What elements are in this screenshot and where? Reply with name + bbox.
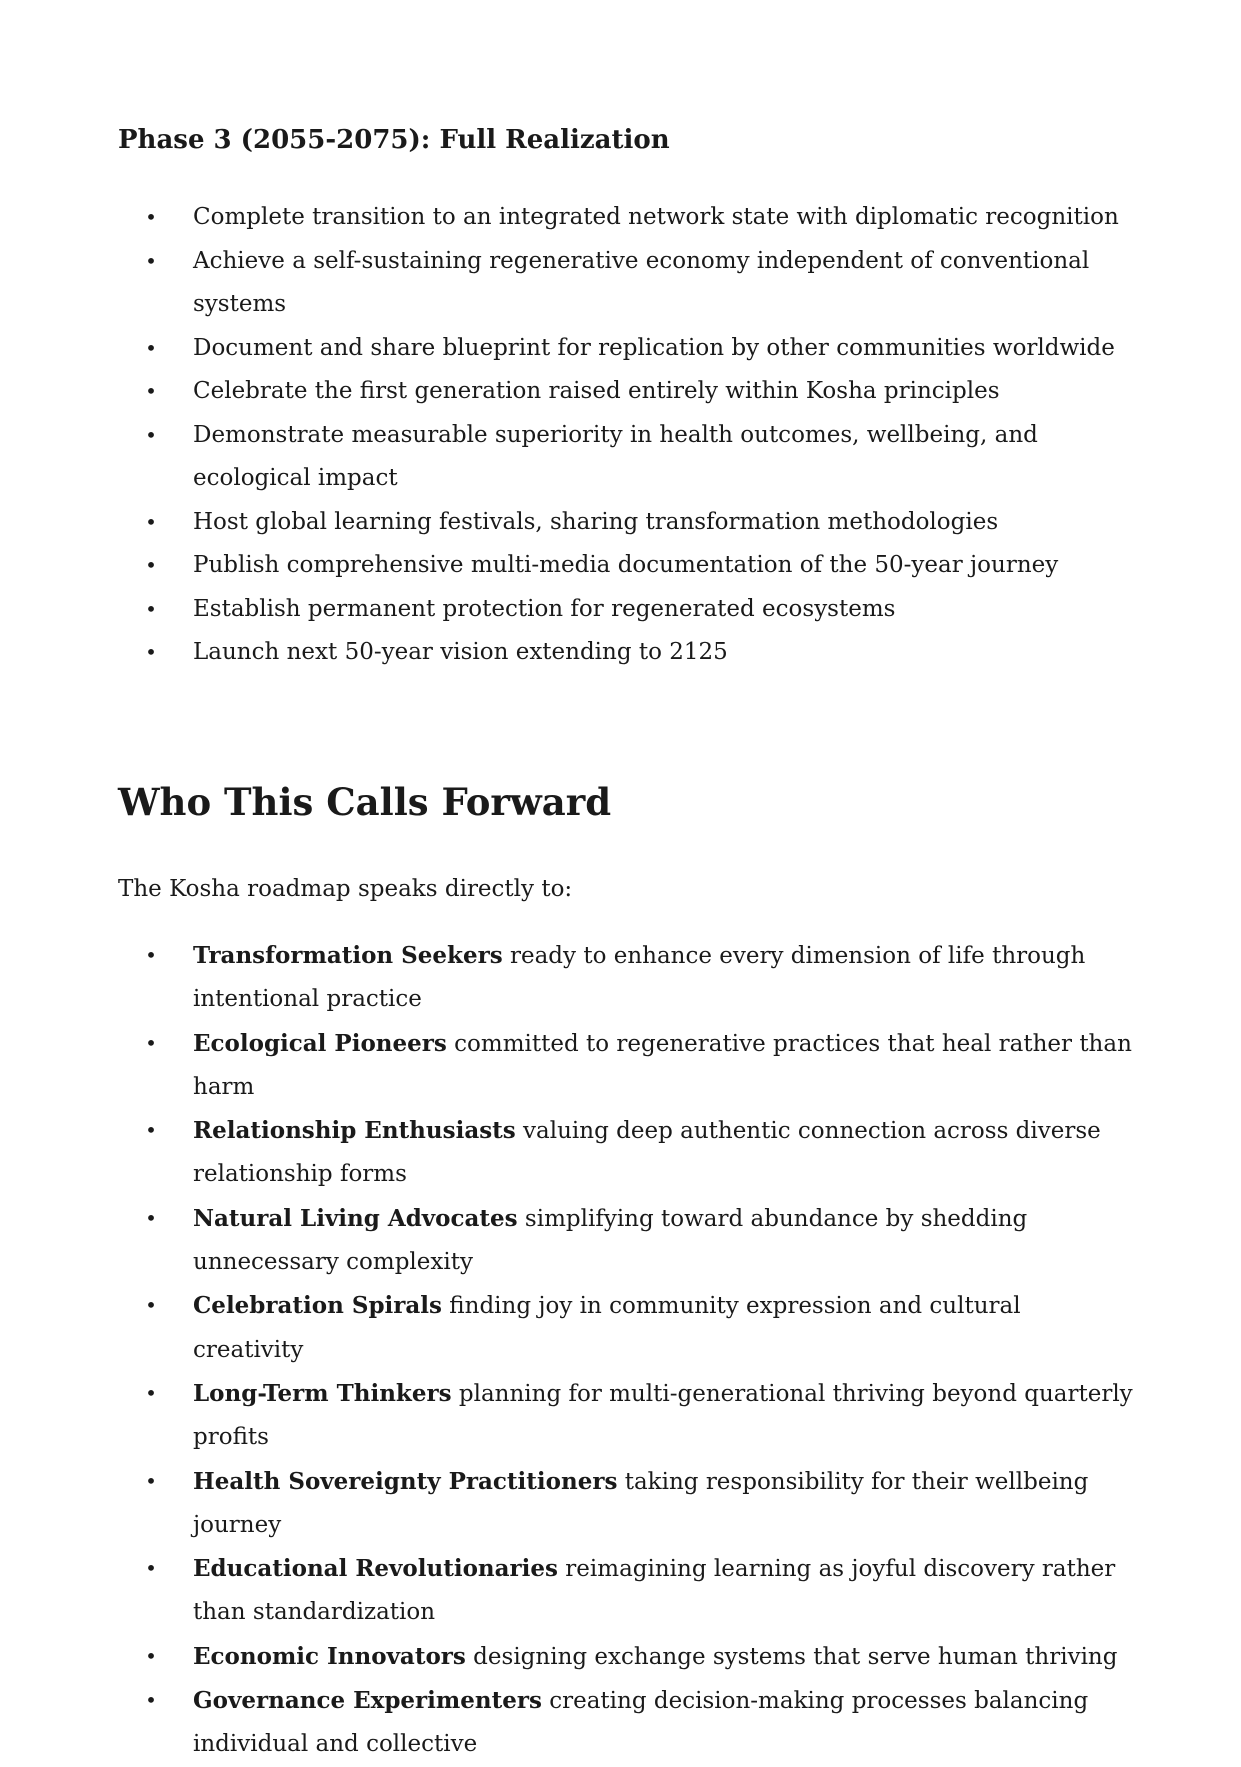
audience-description: planning for multi-generational thriving beyond quarterly profits — [193, 1380, 1133, 1451]
audience-list — [0, 934, 1241, 1767]
list-item — [0, 934, 1133, 1022]
list-item — [0, 1284, 1133, 1372]
bullet-icon: • — [145, 1293, 157, 1318]
list-item-text: Document and share blueprint for replication by other communities worldwide — [193, 334, 1115, 361]
list-item — [0, 196, 1133, 240]
list-item — [0, 1635, 1133, 1679]
list-item — [0, 501, 1133, 545]
list-item — [0, 631, 1133, 675]
list-item — [0, 370, 1133, 414]
bullet-icon: • — [145, 1643, 157, 1668]
list-item — [0, 1022, 1133, 1110]
bullet-icon: • — [145, 1556, 157, 1581]
audience-description: valuing deep authentic connection across diverse relationship forms — [193, 1118, 1101, 1188]
list-item — [0, 544, 1133, 588]
audience-term: Governance Experimenters — [193, 1687, 542, 1715]
audience-description: finding joy in community expression and cultural creativity — [193, 1293, 1021, 1363]
list-item — [0, 414, 1133, 501]
audience-description: ready to enhance every dimension of life through intentional practice — [193, 943, 1086, 1013]
section-heading: Who This Calls Forward — [118, 780, 612, 824]
bullet-icon: • — [145, 943, 157, 967]
audience-term: Natural Living Advocates — [193, 1204, 518, 1232]
audience-term: Transformation Seekers — [193, 942, 503, 969]
list-item-text: Establish permanent protection for regenerated ecosystems — [193, 595, 896, 622]
bullet-icon: • — [145, 596, 157, 621]
bullet-icon: • — [145, 640, 157, 664]
bullet-icon: • — [145, 335, 157, 360]
list-item — [0, 1460, 1133, 1548]
bullet-icon: • — [145, 205, 157, 229]
bullet-icon: • — [145, 553, 157, 577]
list-item-text: Celebrate the first generation raised entirely within Kosha principles — [193, 378, 1000, 404]
audience-description: reimagining learning as joyful discovery rather than standardization — [193, 1556, 1116, 1626]
list-item — [0, 327, 1133, 371]
bullet-icon: • — [145, 422, 157, 447]
audience-term: Relationship Enthusiasts — [193, 1117, 516, 1145]
bullet-icon: • — [145, 248, 157, 273]
list-item-text: Publish comprehensive multi-media documentation of the 50-year journey — [193, 552, 1059, 578]
list-item — [0, 240, 1133, 327]
audience-description: simplifying toward abundance by shedding unnecessary complexity — [193, 1205, 1028, 1276]
bullet-icon: • — [145, 1468, 157, 1493]
phase-heading: Phase 3 (2055-2075): Full Realization — [118, 125, 670, 155]
list-item — [0, 588, 1133, 632]
audience-term: Health Sovereignty Practitioners — [193, 1467, 618, 1495]
bullet-icon: • — [145, 1205, 157, 1230]
audience-term: Ecological Pioneers — [193, 1029, 447, 1057]
bullet-icon: • — [145, 1688, 157, 1713]
bullet-icon: • — [145, 509, 157, 534]
list-item — [0, 1109, 1133, 1197]
audience-description: taking responsibility for their wellbeing journey — [193, 1468, 1089, 1538]
audience-description: designing exchange systems that serve human thriving — [465, 1643, 1118, 1670]
list-item-text: Complete transition to an integrated network state with diplomatic recognition — [193, 204, 1119, 230]
audience-term: Economic Innovators — [193, 1642, 466, 1670]
audience-description: creating decision-making processes balancing individual and collective — [193, 1688, 1089, 1758]
list-item-text: Demonstrate measurable superiority in health outcomes, wellbeing, and ecological impact — [193, 421, 1038, 491]
audience-term: Long-Term Thinkers — [193, 1379, 452, 1407]
audience-term: Celebration Spirals — [193, 1292, 442, 1320]
list-item — [0, 1372, 1133, 1460]
intro-paragraph: The Kosha roadmap speaks directly to: — [118, 876, 573, 902]
bullet-icon: • — [145, 1118, 157, 1143]
phase-goals-list — [0, 196, 1241, 675]
list-item-text: Achieve a self-sustaining regenerative economy independent of conventional systems — [193, 247, 1090, 317]
bullet-icon: • — [145, 1380, 157, 1405]
list-item — [0, 1547, 1133, 1635]
list-item-text: Host global learning festivals, sharing transformation methodologies — [193, 508, 999, 535]
bullet-icon: • — [145, 379, 157, 403]
list-item — [0, 1197, 1133, 1285]
list-item-text: Launch next 50-year vision extending to 2125 — [193, 639, 728, 665]
audience-description: committed to regenerative practices that heal rather than harm — [193, 1030, 1132, 1100]
bullet-icon: • — [145, 1030, 157, 1055]
audience-term: Educational Revolutionaries — [193, 1555, 558, 1583]
